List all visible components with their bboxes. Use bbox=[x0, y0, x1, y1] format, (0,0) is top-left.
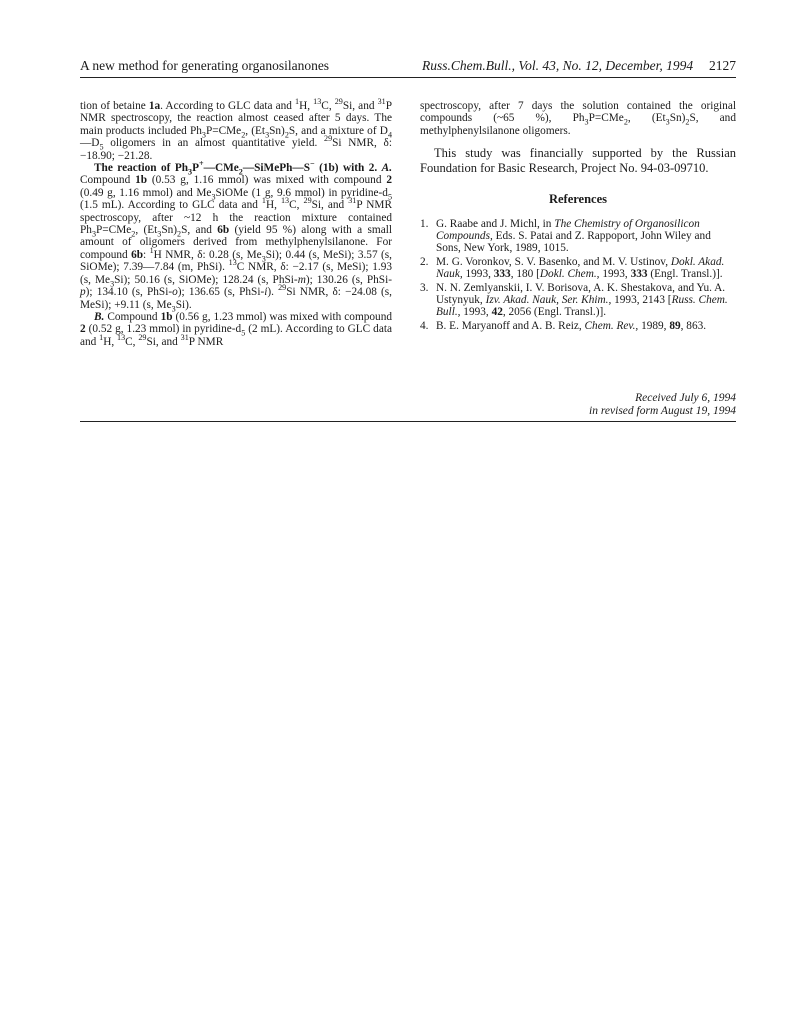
paragraph-continuation: spectroscopy, after 7 days the solution contained the original compounds (~65 %), $Ph_3P=CMe_2$, $(Et_3Sn)_2S$, and methylphenylsilanone oligomers. bbox=[420, 100, 736, 137]
reference-number: 3. bbox=[420, 281, 429, 294]
reference-text: M. G. Voronkov, S. V. Basenko, and M. V. Ustinov, Dokl. Akad. Nauk, 1993, 333, 180 [Dokl. Chem., 1993, 333 (Engl. Transl.)]. bbox=[436, 255, 725, 281]
footer-rule bbox=[80, 421, 736, 422]
running-title: A new method for generating organosilanones bbox=[80, 58, 330, 73]
running-header bbox=[80, 58, 736, 78]
paragraph-reaction-1b-a: The reaction of $Ph_3P^+—CMe_2—SiMePh—S^-$ (1b) with 2. A. Compound 1b (0.53 g, 1.16 mmol) was mixed with compound 2 (0.49 g, 1.16 mmol) and $Me_3SiOMe$ (1 g, 9.6 mmol) in pyridine-$d_5$ (1.5 mL). According to GLC data and $^1$H, $^{13}$C, $^{29}$Si, and $^{31}$P NMR spectroscopy, after ~12 h the reaction mixture contained $Ph_3P=CMe_2$, $(Et_3Sn)_2S$, and 6b (yield 95 %) along with a small amount of oligomers derived from methylphenylsilanone. For compound 6b: $^1$H NMR, δ: 0.28 (s, $Me_3Si$); 0.44 (s, MeSi); 3.57 (s, SiOMe); 7.39—7.84 (m, PhSi). $^{13}$C NMR, δ: −2.17 (s, MeSi); 1.93 (s, $Me_3Si$); 50.16 (s, SiOMe); 128.24 (s, PhSi-m); 130.26 (s, PhSi-p); 134.10 (s, PhSi-o); 136.65 (s, PhSi-i). $^{29}$Si NMR, δ: −24.08 (s, MeSi); +9.11 (s, $Me_3Si$). bbox=[80, 159, 393, 313]
right-column bbox=[420, 100, 736, 333]
reference-number: 2. bbox=[420, 255, 429, 268]
left-column bbox=[80, 97, 393, 348]
received-dates bbox=[420, 392, 736, 418]
reference-item bbox=[420, 256, 736, 281]
journal-citation: Russ.Chem.Bull., Vol. 43, No. 12, December, 1994 bbox=[422, 58, 694, 73]
reference-number: 4. bbox=[420, 319, 429, 332]
acknowledgement: This study was financially supported by the Russian Foundation for Basic Research, Project No. 94-03-09710. bbox=[420, 146, 736, 176]
revised-date: in revised form August 19, 1994 bbox=[589, 405, 736, 417]
references-list bbox=[420, 218, 736, 333]
reference-item bbox=[420, 218, 736, 255]
reference-text: G. Raabe and J. Michl, in The Chemistry of Organosilicon Compounds, Eds. S. Patai and Z. Rappoport, John Wiley and Sons, New York, 1989, 1015. bbox=[436, 217, 711, 255]
paragraph-reaction-1b-b: B. Compound 1b (0.56 g, 1.23 mmol) was mixed with compound 2 (0.52 g, 1.23 mmol) in pyridine-$d_5$ (2 mL). According to GLC data and $^1$H, $^{13}$C, $^{29}$Si, and $^{31}$P NMR bbox=[80, 310, 393, 348]
reference-text: B. E. Maryanoff and A. B. Reiz, Chem. Rev., 1989, 89, 863. bbox=[436, 319, 707, 332]
references-heading: References bbox=[548, 192, 608, 207]
header-rule bbox=[80, 77, 736, 78]
paragraph-betaine-1a: tion of betaine 1a. According to GLC data and $^1$H, $^{13}$C, $^{29}$Si, and $^{31}$P NMR spectroscopy, the reaction almost ceased after 5 days. The main products included $Ph_3P=CMe_2$, $(Et_3Sn)_2S$, and a mixture of $D_4—D_5$ oligomers in an almost quantitative yield. $^{29}$Si NMR, δ: −18.90; −21.28. bbox=[80, 97, 393, 162]
reference-number: 1. bbox=[420, 217, 429, 230]
page-number: 2127 bbox=[709, 58, 736, 73]
received-date: Received July 6, 1994 bbox=[635, 392, 736, 404]
reference-item bbox=[420, 320, 736, 332]
reference-item bbox=[420, 282, 736, 319]
reference-text: N. N. Zemlyanskii, I. V. Borisova, A. K. Shestakova, and Yu. A. Ustynyuk, Izv. Akad. Nauk, Ser. Khim., 1993, 2143 [Russ. Chem. Bull., 1993, 42, 2056 (Engl. Transl.)]. bbox=[436, 281, 728, 319]
